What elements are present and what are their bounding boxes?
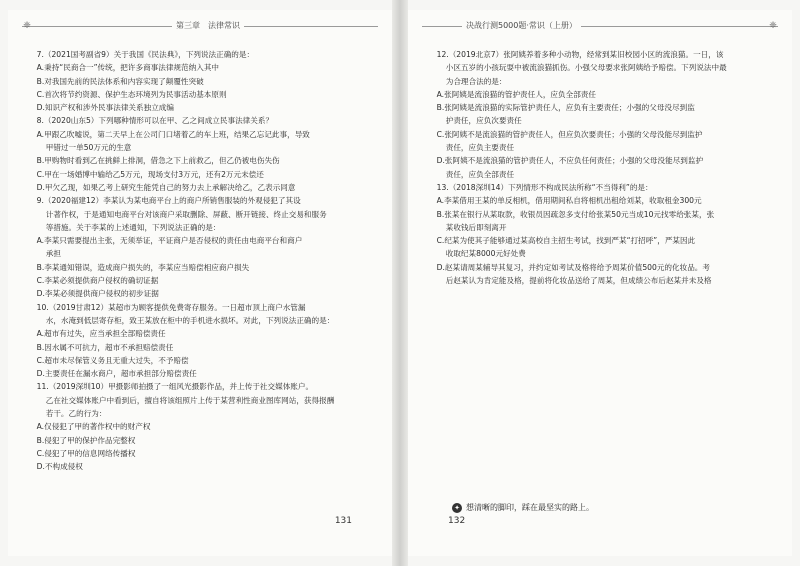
right-page-header [422,18,778,34]
motto-text: 想清晰的脚印，踩在最坚实的路上。 [466,503,594,512]
answer-option: A.秉持“民商合一”传统，把许多商事法律规范纳入其中 [36,63,220,73]
right-page [408,10,792,556]
answer-option: 乙在社交媒体账户中看到后，擅自将该组照片上传于某营利性商业图库网站，获得报酬 [45,395,335,405]
answer-option: C.张阿姨不是流浪猫的管护责任人，但应负次要责任；小强的父母没能尽到监护 [436,129,703,139]
left-page-header [22,18,378,34]
answer-option: 护责任，应负次要责任 [445,116,522,126]
answer-option: C.侵犯了甲的信息网络传播权 [36,448,136,458]
answer-option: D.甲欠乙现，如果乙考上研究生能凭自己的努力去上承解决给乙，乙表示同意 [36,182,296,192]
question-stem: 7.（2021国考副省9）关于我国《民法典》，下列说法正确的是： [36,50,255,59]
answer-option: A.超市有过失，应当承担全部赔偿责任 [36,329,166,339]
answer-option: 责任，应负主要责任 [445,143,515,153]
answer-option: D.不构成侵权 [36,462,83,472]
answer-option: A.李某借用王某的单反相机，借用期间私自将相机出租给刘某，收取租金300元 [436,196,702,206]
page-number: 131 [334,516,352,526]
book-title: 决战行测5000题·常识（上册） [462,18,581,34]
answer-option: D.主要责任在漏水商户，超市承担部分赔偿责任 [36,369,197,379]
answer-option: 若干。乙的行为： [45,409,107,419]
question-stem: 9.（2020福建12）李某认为某电商平台上的商户所销售服装的外观侵犯了其设 [36,196,301,206]
answer-option: 甲错过一单50万元的生意 [45,143,132,153]
answer-option: A.甲跟乙吹嘘说，第二天早上在公司门口堵着乙的车上班，结果乙忘记此事，导致 [36,129,310,139]
answer-option: D.赵某请周某辅导其复习，并约定如考试及格将给予周某价值500元的化妆品。考 [436,262,710,272]
page-number: 132 [448,516,466,526]
right-page-content [426,48,778,287]
question-stem: 10.（2019甘肃12）某超市为顾客提供免费寄存服务。一日超市顶上商户水管漏 [36,302,306,312]
answer-option: D.张阿姨不是流浪猫的管护责任人，不应负任何责任；小强的父母没能尽到监护 [436,156,704,166]
question-stem: 12.（2019北京7）张阿姨养着多种小动物，经常到某旧校园小区的流浪猫。一日，该 [436,50,724,59]
left-page-content [26,48,378,474]
answer-option: 承担 [45,249,61,259]
answer-option: 水，水淹到低层寄存柜，致王某放在柜中的手机进水损坏。对此，下列说法正确的是： [45,315,335,325]
book-gutter [392,0,408,566]
answer-option: 小区五岁的小孩玩耍中被流浪猫抓伤。小强父母要求张阿姨给予赔偿。下列说法中最 [445,63,727,73]
answer-option: D.知识产权和涉外民事法律关系独立成编 [36,103,174,113]
answer-option: B.甲购物时看到乙在挑鲜上排洞，借急之下上前救乙，但乙仍被电伤失伤 [36,156,280,166]
chapter-title: 第三章 法律常识 [172,18,244,34]
answer-option: B.对我国先前的民法体系和内容实现了颠覆性突破 [36,76,204,86]
answer-option: B.侵犯了甲的保护作品完整权 [36,435,136,445]
answer-option: 后赵某认为肯定能及格，提前将化妆品送给了周某，但成绩公布后赵某并未及格 [445,276,712,286]
answer-option: 计著作权，于是通知电商平台对该商户采取删除、屏蔽、断开链接、终止交易和服务 [45,209,327,219]
answer-option: 责任，应负全部责任 [445,169,515,179]
answer-option: B.张某在银行从某取款，收银员因疏忽多支付给张某50元当成10元找零给张某，张 [436,209,715,219]
question-stem: 13.（2018深圳14）下列情形不构成民法所称“不当得利”的是： [436,182,653,192]
answer-option: C.甲在一场婚博中输给乙5万元，现场支付3万元，还有2万元未偿还 [36,169,264,179]
answer-option: C.超市未尽保管义务且无重大过失，不予赔偿 [36,355,189,365]
ornament-icon: ❈ [23,21,31,31]
answer-option: B.张阿姨是流浪猫的实际管护责任人，应负有主要责任；小强的父母没尽到监 [436,103,695,113]
question-stem: 8.（2020山东5）下列哪种情形可以在甲、乙之间成立民事法律关系？ [36,116,274,126]
answer-option: C.纪某为使其子能够通过某高校自主招生考试，找到严某“打招呼”，严某因此 [436,236,696,246]
answer-option: A.李某只需要提出主张，无须举证，平证商户是否侵权的责任由电商平台和商户 [36,236,303,246]
left-page [8,10,392,556]
answer-option: C.首次将节约资源、保护生态环境列为民事活动基本原则 [36,89,227,99]
answer-option: 收取纪某8000元好处费 [445,249,526,259]
answer-option: A.仅侵犯了甲的著作权中的财产权 [36,422,151,432]
answer-option: 某收钱后即刻离开 [445,222,507,232]
answer-option: B.李某通知错误，造成商户损失的，李某应当赔偿相应商户损失 [36,262,250,272]
answer-option: 等措施。关于李某的上述通知，下列说法正确的是： [45,222,221,232]
answer-option: A.张阿姨是流浪猫的管护责任人，应负全部责任 [436,89,596,99]
answer-option: B.因水属不可抗力，超市不承担赔偿责任 [36,342,174,352]
lightbulb-icon: ✦ [452,503,462,513]
ornament-icon: ❈ [769,21,777,31]
answer-option: C.李某必须提供商户侵权的确切证据 [36,276,159,286]
motto-tip [452,502,594,513]
answer-option: 为合理合法的是： [445,76,507,86]
question-stem: 11.（2019深圳10）甲摄影师拍摄了一组风光摄影作品，并上传于社交媒体账户。 [36,382,314,392]
answer-option: D.李某必须提供商户侵权的初步证据 [36,289,159,299]
